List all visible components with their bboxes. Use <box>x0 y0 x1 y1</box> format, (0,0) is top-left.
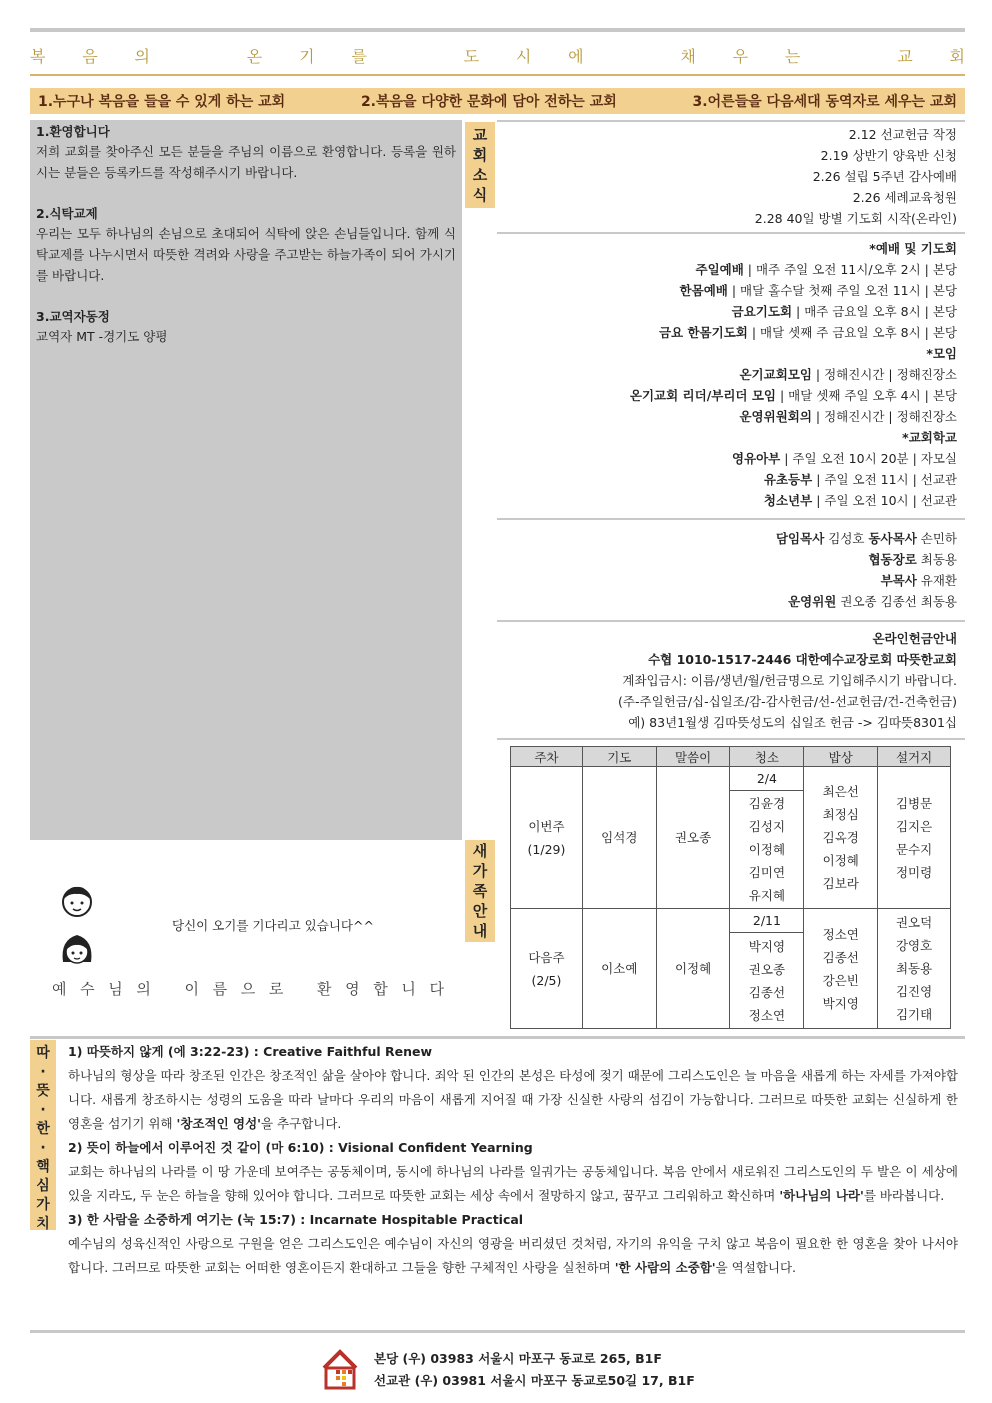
girl-face-icon <box>60 932 94 970</box>
church-logo-icon <box>320 1346 360 1392</box>
value-2-heading: 2) 뜻이 하늘에서 이루어진 것 같이 (마 6:10) : Visional Confident Yearning <box>68 1140 533 1155</box>
value-3-body: 예수님의 성육신적인 사랑으로 구원을 얻은 그리스도인은 예수님이 자신의 영광을 버리셨던 것처럼, 자기의 유익을 구치 않고 복음이 필요한 한 영혼을 찾아 나서야 합니다. 그러므로 따뜻한 교회는 어떠한 영혼이든지 환대하고 그들을 향한 구체적인 사랑을 실천하며 '한 사람의 소중함'을 역설합니다. <box>68 1236 958 1275</box>
address-main: 본당 (우) 03983 서울시 마포구 동교로 265, B1F <box>374 1351 662 1366</box>
staff-news-text: 교역자 MT -경기도 양평 <box>36 329 168 344</box>
goal-3: 3.어른들을 다음세대 동역자로 세우는 교회 <box>692 94 957 110</box>
value-1-heading: 1) 따뜻하지 않게 (에 3:22-23) : Creative Faithful Renew <box>68 1044 433 1059</box>
vision-bar <box>30 88 965 114</box>
boy-face-icon <box>60 884 94 918</box>
news-list: 2.12 선교헌금 작정 2.19 상반기 양육반 신청 2.26 설립 5주년 감사예배 2.26 세례교육청원 2.28 40일 방별 기도회 시작(온라인) <box>497 120 965 229</box>
welcome-title: 1.환영합니다 <box>36 124 110 139</box>
newcomer-welcome <box>52 880 462 1020</box>
welcome-text: 저희 교회를 찾아주신 모든 분들을 주님의 이름으로 환영합니다. 등록을 원하시는 분들은 등록카드를 작성해주시기 바랍니다. <box>36 144 456 180</box>
goal-2: 2.복음을 다양한 문화에 담아 전하는 교회 <box>360 94 617 110</box>
slogan: 복 음 의 온 기 를 도 시 에 채 우 는 교 회 <box>30 47 965 66</box>
goal-1: 1.누구나 복음을 들을 수 있게 하는 교회 <box>38 94 286 110</box>
fellowship-title: 2.식탁교제 <box>36 206 98 221</box>
announcements-box <box>30 120 462 840</box>
duty-table: 주차 기도 말씀이 청소 밥상 설거지 이번주 (1/29) 임석경 권오종 2/4 최은선 최정심 김옥경 이정혜 김보라 김병문 김지은 문수지 정미령 김윤경 김성지 이정혜 김미연 유지혜 다음주 (2/5) 이소예 이정혜 2/11 정소연 김종선 강은빈 박지영 권오덕 강영호 최동용 김진영 김기태 박지영 권오종 김종선 정소연 <box>510 746 951 1029</box>
church-news-tab: 교 회 소 식 <box>465 122 495 208</box>
gold-rule <box>30 74 965 76</box>
table-row: 이번주 (1/29) 임석경 권오종 2/4 최은선 최정심 김옥경 이정혜 김보라 김병문 김지은 문수지 정미령 <box>511 767 951 791</box>
footer-address <box>320 1346 770 1396</box>
table-row: 다음주 (2/5) 이소예 이정혜 2/11 정소연 김종선 강은빈 박지영 권오덕 강영호 최동용 김진영 김기태 <box>511 909 951 933</box>
newcomer-tab: 새 가 족 안 내 <box>465 840 495 942</box>
address-mission: 선교관 (우) 03981 서울시 마포구 동교로50길 17, B1F <box>374 1373 695 1388</box>
welcome-message: 당신이 오기를 기다리고 있습니다^^ <box>172 918 374 933</box>
staff-list: 담임목사 김성호 동사목사 손민하 협동장로 최동용 부목사 유재환 운영위원 권오종 김종선 최동용 <box>497 518 965 612</box>
staff-news-title: 3.교역자동정 <box>36 309 110 324</box>
top-rule <box>30 28 965 32</box>
value-2-body: 교회는 하나님의 나라를 이 땅 가운데 보여주는 공동체이며, 동시에 하나님의 나라를 일궈가는 공동체입니다. 복음 안에서 새로워진 그리스도인의 두 발은 이 세상에 있을 지라도, 두 눈은 하늘을 향해 있어야 합니다. 그러므로 따뜻한 교회는 세상 속에서 절망하지 않고, 꿈꾸고 그리워하고 확신하며 '하나님의 나라'를 바라봅니다. <box>68 1164 958 1203</box>
core-values-tab: 따 · 뜻 · 한 · 핵 심 가 치 <box>30 1040 56 1230</box>
value-1-body: 하나님의 형상을 따라 창조된 인간은 창조적인 삶을 살아야 합니다. 죄악 된 인간의 본성은 타성에 젖기 때문에 그리스도인은 늘 마음을 새롭게 하는 자세를 가져야합니다. 새롭게 창조하시는 성령의 도움을 따라 날마다 우리의 마음이 새롭게 지어질 때 가장 신실한 사랑의 섬김이 가능합니다. 그러므로 따뜻한 교회는 신실하게 한 영혼을 섬기기 위해 '창조적인 영성'을 추구합니다. <box>68 1068 959 1131</box>
value-3-heading: 3) 한 사람을 소중하게 여기는 (눅 15:7) : Incarnate Hospitable Practical <box>68 1212 524 1227</box>
fellowship-text: 우리는 모두 하나님의 손님으로 초대되어 식탁에 앉은 손님들입니다. 함께 식탁교제를 나누시면서 따뜻한 격려와 사랑을 주고받는 하늘가족이 되어 가시기를 바랍니다. <box>36 226 456 283</box>
welcome-slogan: 예 수 님 의 이 름 으 로 환 영 합 니 다 <box>52 980 444 998</box>
schedule-list: *예배 및 기도회 주일예배 | 매주 주일 오전 11시/오후 2시 | 본당 한몸예배 | 매달 홀수달 첫째 주일 오전 11시 | 본당 금요기도회 | 매주 금요일 오후 8시 | 본당 금요 한몸기도회 | 매달 셋째 주 금요일 오후 8시 | 본당 *모임 온기교회모임 | 정해진시간 | 정해진장소 온기교회 리더/부리더 모임 | 매달 셋째 주일 오후 4시 | 본당 운영위원회의 | 정해진시간 | 정해진장소 *교회학교 영유아부 | 주일 오전 10시 20분 | 자모실 유초등부 | 주일 오전 11시 | 선교관 청소년부 | 주일 오전 10시 | 선교관 <box>497 232 965 511</box>
offering-info: 온라인헌금안내 수협 1010-1517-2446 대한예수교장로회 따뜻한교회 계좌입금시: 이름/생년/월/헌금명으로 기입해주시기 바랍니다. (주-주일헌금/십-십일조/감-감사헌금/선-선교헌금/건-건축헌금) 예) 83년1월생 김따뜻성도의 십일조 헌금 -> 김따뜻8301십 <box>497 620 965 733</box>
